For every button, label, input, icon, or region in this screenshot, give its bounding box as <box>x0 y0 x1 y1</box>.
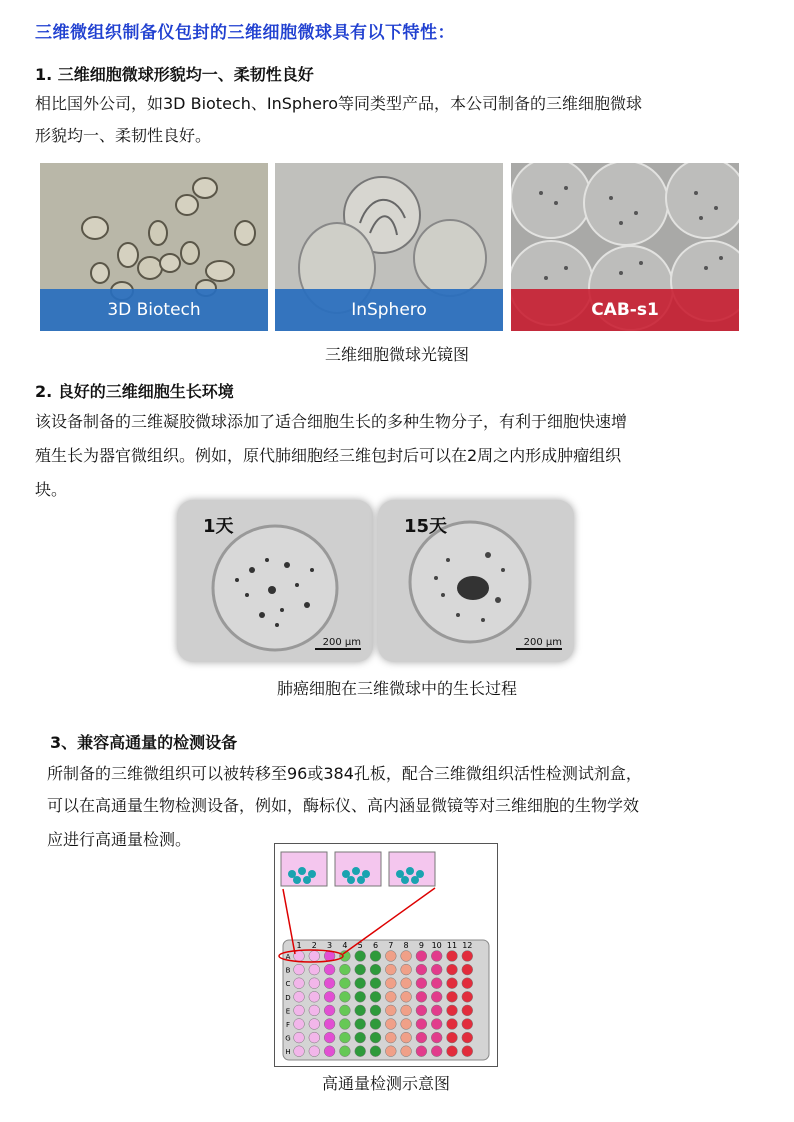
section2-line1: 该设备制备的三维凝胶微球添加了适合细胞生长的多种生物分子，有利于细胞快速增 <box>35 412 628 431</box>
plate-well <box>462 951 473 962</box>
plate-well <box>355 1046 366 1057</box>
plate-col-label: 8 <box>403 941 409 950</box>
plate-well <box>431 1019 442 1030</box>
plate-well <box>309 978 320 989</box>
panel-label-3d-biotech: 3D Biotech <box>40 289 268 331</box>
plate-well <box>324 978 335 989</box>
plate-row-label: G <box>285 1034 291 1043</box>
beaker-3 <box>389 852 435 886</box>
plate-well <box>294 1019 305 1030</box>
section3-line2: 可以在高通量生物检测设备，例如，酶标仪、高内涵显微镜等对三维细胞的生物学效 <box>47 796 640 815</box>
dish-day15 <box>378 500 574 662</box>
plate-col-label: 12 <box>462 941 473 950</box>
plate-well <box>431 978 442 989</box>
plate-well <box>385 1032 396 1043</box>
plate-well <box>431 1032 442 1043</box>
plate-well <box>431 964 442 975</box>
plate-well <box>294 978 305 989</box>
scale-label-day15: 200 μm <box>523 637 562 648</box>
plate-col-label: 3 <box>327 941 333 950</box>
plate-well <box>294 1032 305 1043</box>
plate-well <box>447 1005 458 1016</box>
plate-col-label: 10 <box>431 941 442 950</box>
page-title: 三维微组织制备仪包封的三维细胞微球具有以下特性： <box>35 23 455 43</box>
plate-col-label: 7 <box>388 941 394 950</box>
section3-line1: 所制备的三维微组织可以被转移至96或384孔板，配合三维微组织活性检测试剂盒， <box>47 764 642 783</box>
plate-well <box>462 964 473 975</box>
plate-well <box>447 1032 458 1043</box>
plate-well <box>385 1005 396 1016</box>
plate-well <box>355 951 366 962</box>
plate-well <box>355 991 366 1002</box>
section2-heading: 2. 良好的三维细胞生长环境 <box>35 382 234 401</box>
plate-well <box>340 1032 351 1043</box>
plate-well <box>370 964 381 975</box>
section3-caption: 高通量检测示意图 <box>321 1074 450 1093</box>
plate-well <box>385 964 396 975</box>
section2-line2: 殖生长为器官微组织。例如，原代肺细胞经三维包封后可以在2周之内形成肿瘤组织 <box>35 446 622 465</box>
plate-well <box>294 1005 305 1016</box>
panel-label-insphero: InSphero <box>275 289 503 331</box>
plate-col-label: 9 <box>418 941 424 950</box>
plate-well <box>447 1019 458 1030</box>
plate-well <box>416 978 427 989</box>
scale-bar-day15 <box>516 648 562 650</box>
plate-well <box>416 964 427 975</box>
plate-col-label: 5 <box>357 941 363 950</box>
plate-well <box>401 1046 412 1057</box>
plate-well <box>385 978 396 989</box>
plate-well <box>416 1032 427 1043</box>
plate-well <box>370 1005 381 1016</box>
plate-well <box>416 1019 427 1030</box>
plate-col-label: 11 <box>446 941 458 950</box>
plate-well <box>447 978 458 989</box>
section1-line2: 形貌均一、柔韧性良好。 <box>35 126 212 145</box>
plate-well <box>401 964 412 975</box>
plate-well <box>340 991 351 1002</box>
plate-well <box>431 991 442 1002</box>
plate-well <box>324 991 335 1002</box>
plate-well <box>294 991 305 1002</box>
panel-cab-s1 <box>511 163 739 331</box>
beaker-1 <box>281 852 327 886</box>
scale-bar-day1 <box>315 648 361 650</box>
plate-well <box>401 991 412 1002</box>
plate-well <box>340 1046 351 1057</box>
plate-well <box>340 964 351 975</box>
section3-line3: 应进行高通量检测。 <box>47 830 192 849</box>
plate-well <box>355 964 366 975</box>
plate-well <box>340 1019 351 1030</box>
plate-well <box>340 978 351 989</box>
plate-well <box>462 978 473 989</box>
plate-well <box>370 1019 381 1030</box>
plate-well <box>294 964 305 975</box>
plate-well <box>462 991 473 1002</box>
plate-well <box>416 1046 427 1057</box>
plate-well <box>462 1019 473 1030</box>
scale-label-day1: 200 μm <box>322 637 361 648</box>
plate-well <box>309 1019 320 1030</box>
plate-well <box>416 991 427 1002</box>
plate-well <box>294 1046 305 1057</box>
panel-insphero <box>275 163 503 331</box>
plate-row-label: F <box>285 1021 291 1029</box>
plate-well <box>324 1046 335 1057</box>
section2-caption: 肺癌细胞在三维微球中的生长过程 <box>276 679 517 698</box>
day15-label: 15天 <box>404 516 448 537</box>
beaker-2 <box>335 852 381 886</box>
plate-row-label: A <box>285 953 291 961</box>
plate-col-label: 6 <box>372 941 379 950</box>
plate-well <box>462 1032 473 1043</box>
plate-well <box>309 1005 320 1016</box>
section1-heading: 1. 三维细胞微球形貌均一、柔韧性良好 <box>35 65 314 84</box>
panel-3d-biotech <box>40 163 268 331</box>
dish-day1 <box>177 500 373 662</box>
plate-well <box>340 1005 351 1016</box>
plate-well <box>431 1005 442 1016</box>
plate-well <box>355 1032 366 1043</box>
plate-well <box>447 1046 458 1057</box>
plate-well <box>401 1005 412 1016</box>
plate-well <box>416 951 427 962</box>
plate-well <box>385 1046 396 1057</box>
section1-line1: 相比国外公司，如3D Biotech、InSphero等同类型产品，本公司制备的三维细胞微球 <box>35 94 643 113</box>
plate-row-label: B <box>285 966 291 975</box>
plate-well <box>324 1019 335 1030</box>
plate-well <box>370 978 381 989</box>
plate-row-label: H <box>285 1048 291 1057</box>
section2-line3: 块。 <box>35 480 68 499</box>
plate-well <box>309 951 320 962</box>
plate-row-label: E <box>285 1007 291 1016</box>
plate-well <box>355 1005 366 1016</box>
section3-heading: 3、兼容高通量的检测设备 <box>50 733 238 752</box>
plate-well <box>401 1019 412 1030</box>
plate-well <box>385 1019 396 1030</box>
plate-well <box>309 1046 320 1057</box>
plate-col-label: 2 <box>311 941 317 950</box>
plate-well <box>385 951 396 962</box>
plate-well <box>462 1005 473 1016</box>
section1-caption: 三维细胞微球光镜图 <box>324 345 469 364</box>
high-throughput-diagram <box>274 843 498 1067</box>
plate-well <box>431 1046 442 1057</box>
plate-col-label: 1 <box>296 941 302 950</box>
plate-well <box>401 978 412 989</box>
plate-well <box>447 951 458 962</box>
plate-well <box>401 951 412 962</box>
plate-well <box>370 1032 381 1043</box>
plate-well <box>309 991 320 1002</box>
plate-row-label: D <box>285 993 291 1002</box>
plate-well <box>447 991 458 1002</box>
plate-well <box>370 991 381 1002</box>
plate-well <box>324 1032 335 1043</box>
plate-well <box>370 951 381 962</box>
plate-well <box>447 964 458 975</box>
plate-col-label: 4 <box>342 941 348 950</box>
plate-well <box>355 978 366 989</box>
panel-label-cab-s1: CAB-s1 <box>511 289 739 331</box>
plate-well <box>416 1005 427 1016</box>
plate-well <box>324 964 335 975</box>
plate-well <box>309 964 320 975</box>
plate-well <box>309 1032 320 1043</box>
plate-well <box>401 1032 412 1043</box>
plate-well <box>385 991 396 1002</box>
plate-diagram-svg <box>275 844 497 1066</box>
plate-row-label: C <box>285 980 291 989</box>
plate-well <box>355 1019 366 1030</box>
day1-label: 1天 <box>203 516 234 537</box>
plate-well <box>431 951 442 962</box>
plate-well <box>324 1005 335 1016</box>
plate-well <box>462 1046 473 1057</box>
plate-well <box>370 1046 381 1057</box>
